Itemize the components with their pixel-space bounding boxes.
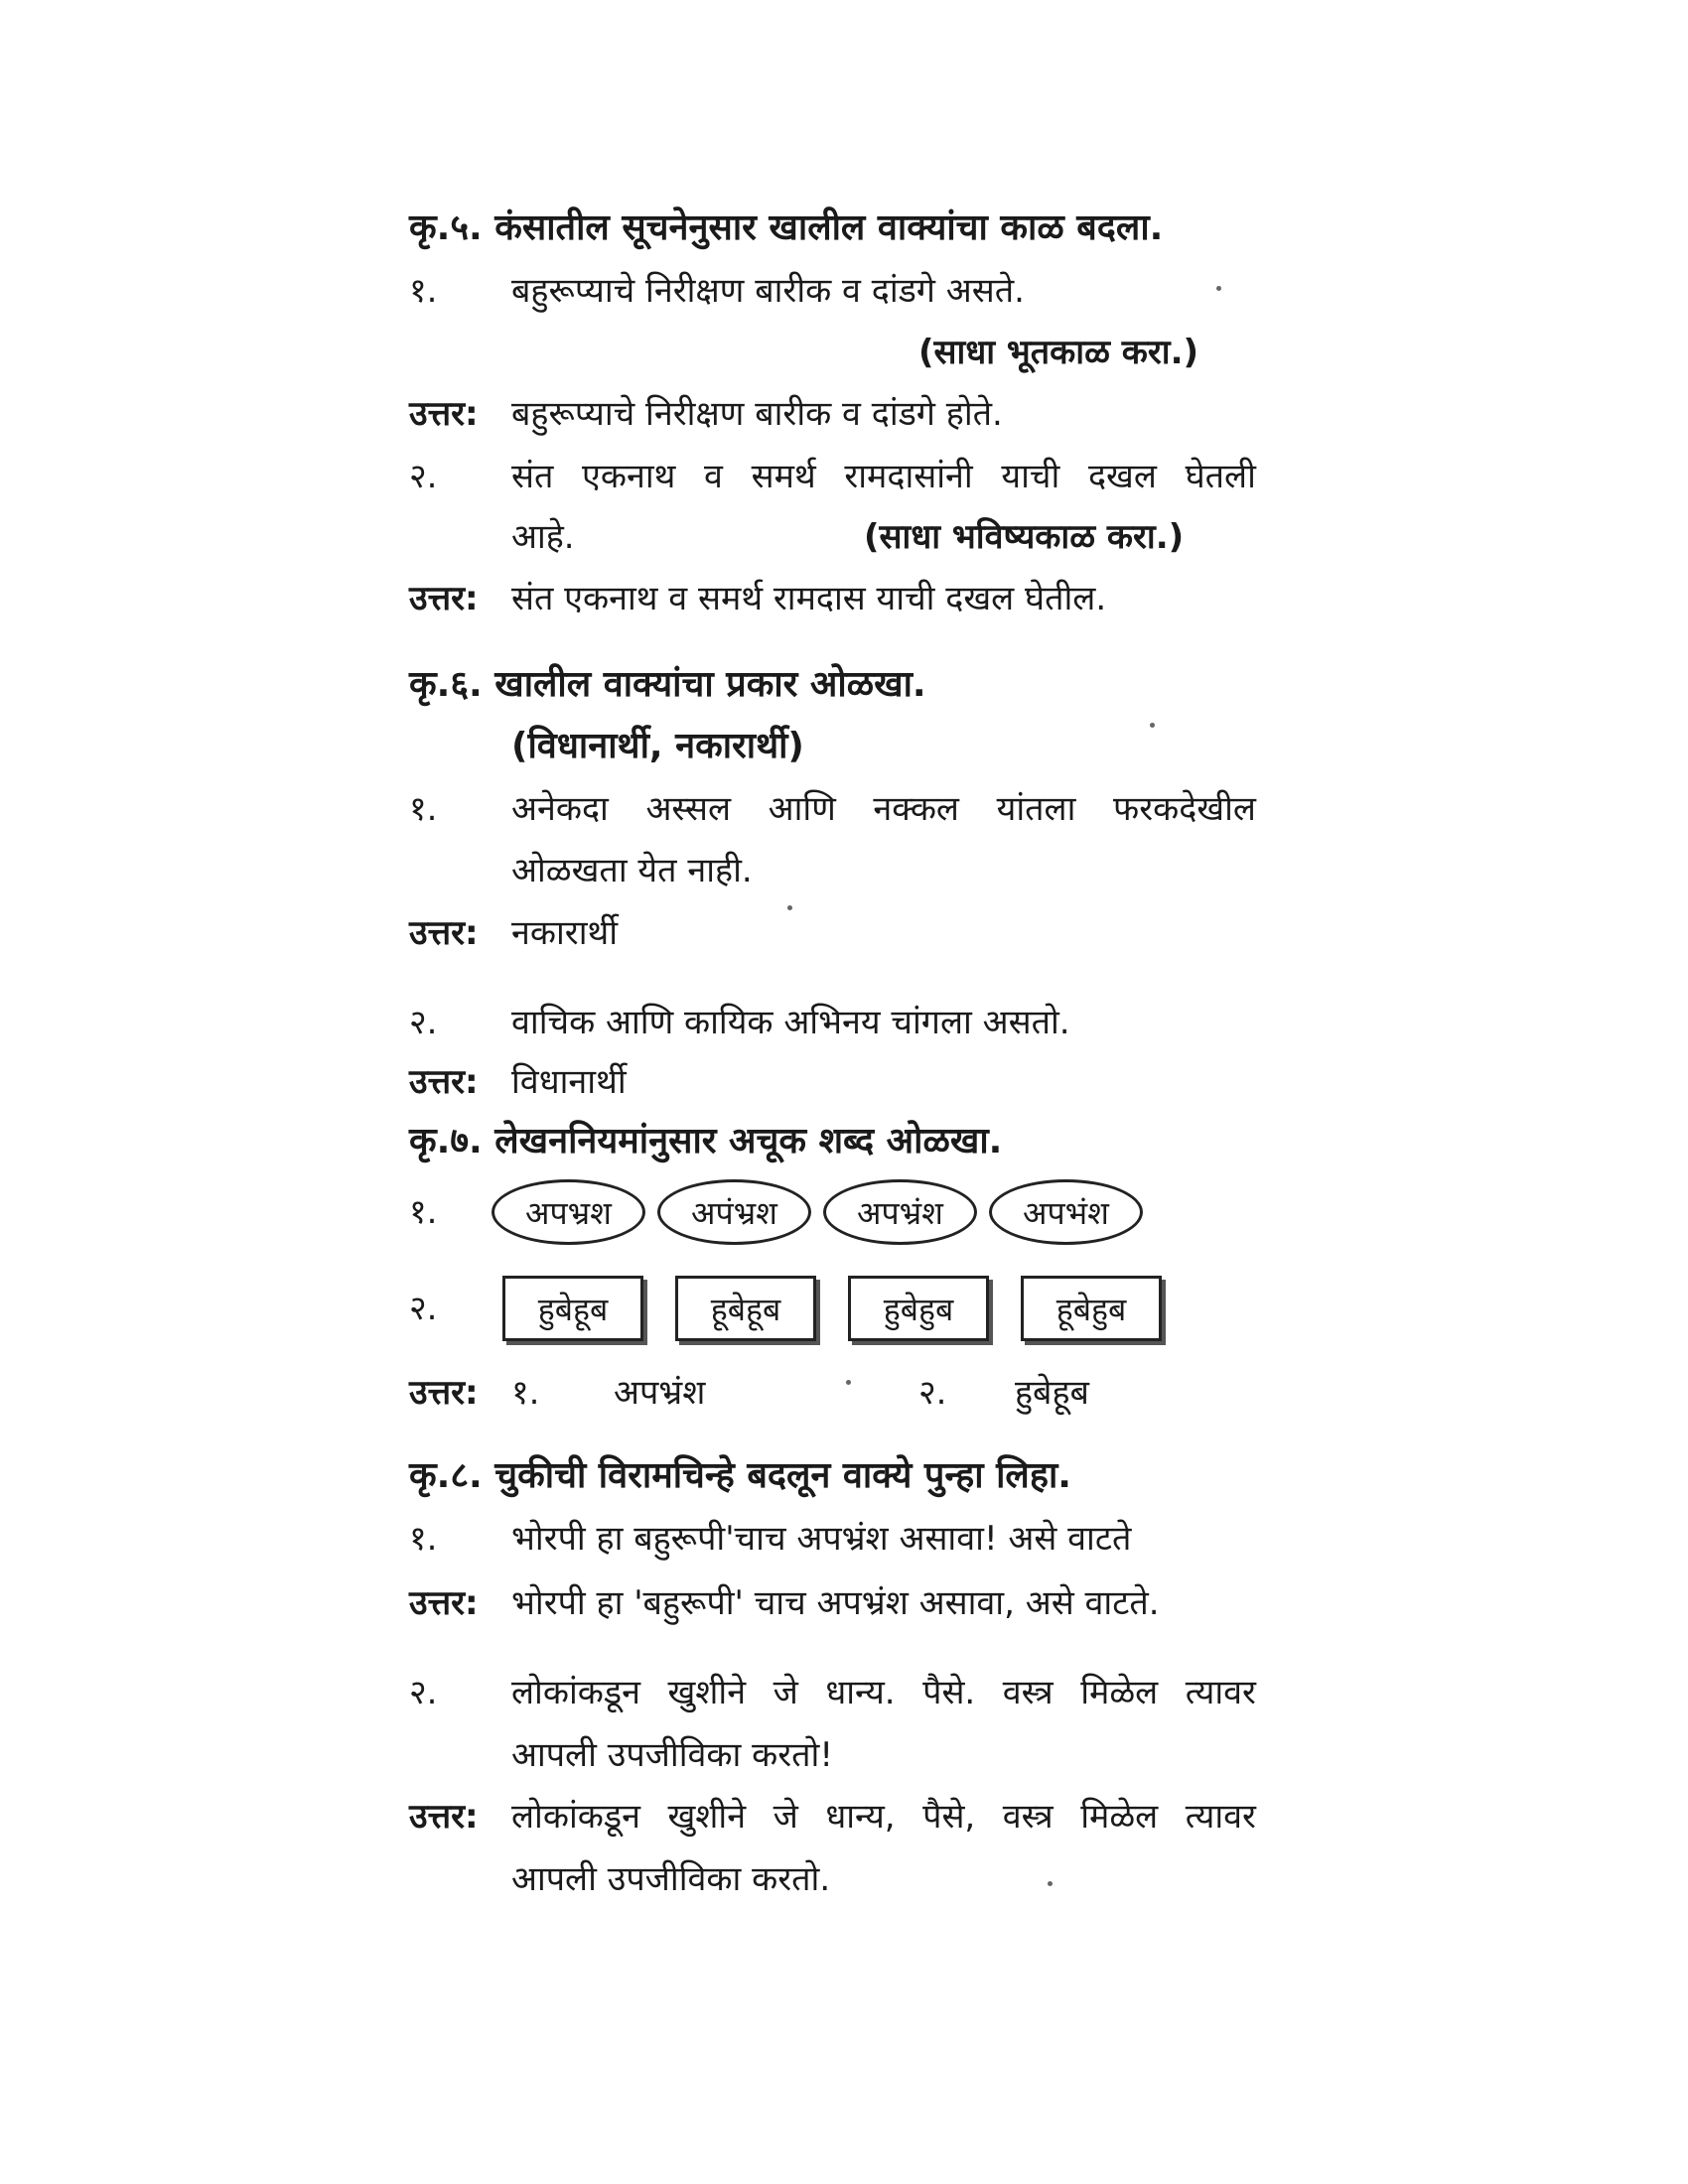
q6-item1-answer-label: उत्तर: [409, 913, 479, 953]
word: वस्त्र [1002, 1797, 1054, 1837]
scan-speck [846, 1380, 851, 1385]
q8-item2-line1 [511, 1668, 1256, 1717]
q7-answer1: अपभ्रंश [614, 1373, 706, 1413]
q7-answer-label: उत्तर: [409, 1373, 479, 1413]
q6-item1-answer: नकारार्थी [511, 913, 619, 953]
q8-item2-line2: आपली उपजीविका करतो! [511, 1735, 833, 1775]
word: पैसे, [922, 1797, 976, 1837]
word: अस्सल [645, 789, 732, 829]
word: त्यावर [1185, 1673, 1256, 1712]
q5-item2-answer: संत एकनाथ व समर्थ रामदास याची दखल घेतील. [511, 579, 1107, 618]
word: पैसे. [922, 1673, 976, 1712]
q6-item1-number: १. [409, 789, 438, 829]
word: जे [773, 1797, 798, 1837]
word: रामदासांनी [844, 457, 973, 496]
q6-item1-line2: ओळखता येत नाही. [511, 851, 753, 890]
option-oval: अपभ्रंश [823, 1179, 977, 1245]
scan-speck [1048, 1881, 1053, 1886]
q7-heading: कृ.७. लेखननियमांनुसार अचूक शब्द ओळखा. [409, 1121, 1003, 1161]
word: मिळेल [1080, 1797, 1159, 1837]
q5-item1-answer: बहुरूप्याचे निरीक्षण बारीक व दांडगे होते. [511, 394, 1003, 434]
word: दखल [1087, 457, 1157, 496]
q5-item1-text: बहुरूप्याचे निरीक्षण बारीक व दांडगे असते. [511, 271, 1025, 311]
q5-item2-answer-label: उत्तर: [409, 579, 479, 618]
word: व [704, 457, 723, 496]
q6-heading: कृ.६. खालील वाक्यांचा प्रकार ओळखा. [409, 664, 926, 705]
q7-answer2: हुबेहूब [1015, 1373, 1089, 1413]
q6-item2-answer-label: उत्तर: [409, 1062, 479, 1102]
word: खुशीने [667, 1797, 747, 1837]
word: समर्थ [751, 457, 816, 496]
q8-item2-number: २. [409, 1673, 438, 1712]
word: वस्त्र [1002, 1673, 1054, 1712]
q8-heading: कृ.८. चुकीची विरामचिन्हे बदलून वाक्ये पुन्हा लिहा. [409, 1455, 1071, 1496]
option-box: हुबेहूब [502, 1276, 643, 1341]
word: धान्य, [825, 1797, 896, 1837]
q8-item1-answer-label: उत्तर: [409, 1583, 479, 1623]
word: संत [511, 457, 554, 496]
q5-heading: कृ.५. कंसातील सूचनेनुसार खालील वाक्यांचा काळ बदला. [409, 207, 1164, 248]
q8-item2-answer-line1 [511, 1792, 1256, 1842]
q6-item2-text: वाचिक आणि कायिक अभिनय चांगला असतो. [511, 1003, 1070, 1042]
scan-speck [787, 905, 792, 910]
q6-item2-answer: विधानार्थी [511, 1062, 627, 1102]
word: लोकांकडून [511, 1673, 640, 1712]
word: अनेकदा [511, 789, 609, 829]
option-box: हूबेहूब [675, 1276, 816, 1341]
q7-answer1-number: १. [511, 1373, 540, 1413]
q7-row1-number: १. [409, 1192, 438, 1232]
q5-item1-answer-label: उत्तर: [409, 394, 479, 434]
q6-subheading: (विधानार्थी, नकारार्थी) [511, 726, 804, 766]
option-box: हुबेहुब [848, 1276, 989, 1341]
q6-item1-line1 [511, 784, 1256, 834]
q7-row1-options [492, 1179, 1143, 1245]
word: खुशीने [667, 1673, 747, 1712]
q6-item2-number: २. [409, 1003, 438, 1042]
word: त्यावर [1185, 1797, 1256, 1837]
q7-answer2-number: २. [918, 1373, 947, 1413]
option-box: हूबेहुब [1021, 1276, 1162, 1341]
word: घेतली [1185, 457, 1256, 496]
word: धान्य. [825, 1673, 896, 1712]
word: फरकदेखील [1113, 789, 1256, 829]
q8-item1-text: भोरपी हा बहुरूपी'चाच अपभ्रंश असावा! असे वाटते [511, 1519, 1132, 1559]
word: मिळेल [1080, 1673, 1159, 1712]
option-oval: अपंभ्रश [657, 1179, 811, 1245]
q7-row2-options [502, 1276, 1162, 1341]
word: नक्कल [873, 789, 959, 829]
q5-item1-hint: (साधा भूतकाळ करा.) [918, 333, 1199, 372]
q8-item1-answer: भोरपी हा 'बहुरूपी' चाच अपभ्रंश असावा, असे वाटते. [511, 1583, 1160, 1623]
option-oval: अपभंश [989, 1179, 1143, 1245]
q5-item2-line1 [511, 452, 1256, 501]
q8-item2-answer-line2: आपली उपजीविका करतो. [511, 1859, 831, 1899]
scan-speck [1150, 723, 1155, 728]
q8-item2-answer-label: उत्तर: [409, 1797, 479, 1837]
q7-row2-number: २. [409, 1289, 438, 1328]
word: लोकांकडून [511, 1797, 640, 1837]
word: यांतला [996, 789, 1076, 829]
word: याची [1001, 457, 1060, 496]
q5-item1-number: १. [409, 271, 438, 311]
option-oval: अपभ्रश [492, 1179, 645, 1245]
q5-item2-hint: (साधा भविष्यकाळ करा.) [864, 517, 1185, 557]
word: एकनाथ [582, 457, 676, 496]
word: आणि [768, 789, 836, 829]
q5-item2-number: २. [409, 457, 438, 496]
scan-speck [1216, 286, 1221, 291]
word: जे [773, 1673, 798, 1712]
q8-item1-number: १. [409, 1519, 438, 1559]
q5-item2-line2: आहे. [511, 517, 575, 557]
